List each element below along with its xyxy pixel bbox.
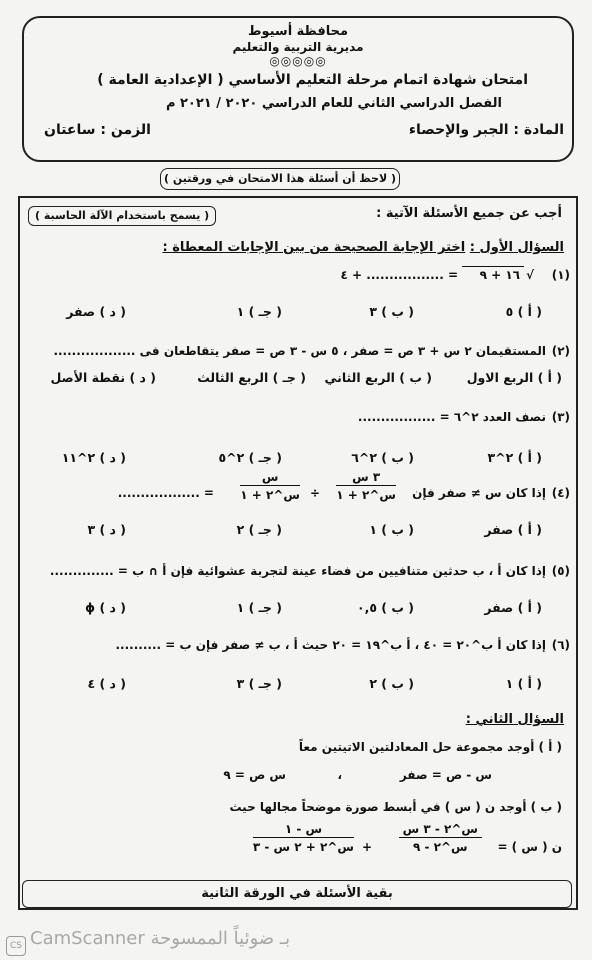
q2-frac1-num: س^٢ - ٣ س	[399, 822, 482, 838]
exam-title: امتحان شهادة اتمام مرحلة التعليم الأساسي ( الإعدادية العامة )	[97, 72, 528, 88]
q1-item4-choice-a: ( أ ) صفر	[484, 522, 542, 537]
q1-item5-choice-d: ( د ) ϕ	[85, 600, 126, 615]
q1-item1-choice-d: ( د ) صفر	[66, 304, 126, 319]
q1-item1-stem: = ................. + ٤	[340, 268, 458, 282]
rings-ornament: ◎◎◎◎◎	[269, 54, 327, 68]
q1-item3-stem: نصف العدد ٢^٦ = .................	[357, 410, 546, 424]
q2-fraction-1	[399, 822, 482, 854]
q1-item5-choice-c: ( جـ ) ١	[236, 600, 282, 615]
q1-item5-stem: إذا كان أ ، ب حدثين متنافيين من فضاء عينة لتجربة عشوائية فإن أ ∩ ب = ..............	[49, 564, 546, 578]
q1-item3-choice-b: ( ب ) ٢^٦	[351, 450, 414, 465]
q1-item3-choice-c: ( جـ ) ٢^٥	[218, 450, 282, 465]
q1-item3-number: (٣)	[551, 410, 570, 424]
calculator-note: ( يسمح باستخدام الآلة الحاسبة )	[28, 206, 216, 226]
q1-item5-choice-a: ( أ ) صفر	[484, 600, 542, 615]
q1-item2-choice-b: ( ب ) الربع الثاني	[324, 370, 432, 385]
q1-item1-choice-a: ( أ ) ٥	[505, 304, 542, 319]
q2-eq-sep: ،	[337, 768, 342, 782]
q1-item2-choice-a: ( أ ) الربع الاول	[466, 370, 562, 385]
directorate: مديرية التربية والتعليم	[232, 40, 364, 54]
q1-item4-fraction-1	[336, 470, 396, 502]
q1-item4-stem-b: = ..................	[117, 486, 214, 500]
q1-item4-frac1-num: ٣ س	[336, 470, 396, 486]
q1-item5-number: (٥)	[551, 564, 570, 578]
q1-item4-stem-a: إذا كان س ≠ صفر فإن	[412, 486, 546, 500]
q2-eq1: س - ص = صفر	[399, 768, 492, 782]
q1-item3-choice-a: ( أ ) ٢^٣	[487, 450, 542, 465]
q1-item6-number: (٦)	[551, 638, 570, 652]
exam-time: الزمن : ساعتان	[44, 122, 151, 138]
q1-title-label: السؤال الأول :	[469, 240, 564, 255]
q1-item4-choice-d: ( د ) ٣	[87, 522, 126, 537]
q2-eq2: س ص = ٩	[223, 768, 286, 782]
q1-title	[162, 240, 564, 255]
q1-item1-choice-c: ( جـ ) ١	[236, 304, 282, 319]
camscanner-logo-icon: CS	[6, 936, 26, 956]
q2-frac1-den: س^٢ - ٩	[413, 840, 468, 854]
q2-frac2-den: س^٢ + ٢ س - ٣	[252, 840, 354, 854]
header-box	[22, 16, 574, 162]
q1-item1-number: (١)	[551, 268, 570, 282]
q1-item6-stem: إذا كان أ ب^٢٠ = ٤٠ ، أ ب^١٩ = ٢٠ حيث أ ، ب ≠ صفر فإن ب = ..........	[115, 638, 546, 652]
q1-item6-choice-a: ( أ ) ١	[505, 676, 542, 691]
answer-all-instruction: أجب عن جميع الأسئلة الآتية :	[376, 206, 562, 221]
q2-n-label: ن ( س ) =	[497, 840, 562, 854]
scanner-watermark: CamScanner بـ ضوئياً الممسوحة	[30, 928, 291, 949]
q1-item2-choice-d: ( د ) نقطة الأصل	[50, 370, 156, 385]
q2-part-a: ( أ ) أوجد مجموعة حل المعادلتين الاتيتين معاً	[298, 740, 562, 754]
q1-item4-frac1-den: س^٢ + ١	[336, 488, 396, 502]
q1-item6-choice-b: ( ب ) ٢	[369, 676, 414, 691]
q1-item3-choice-d: ( د ) ٢^١١	[61, 450, 126, 465]
sqrt-bar	[462, 266, 524, 267]
q1-item4-frac2-num: س	[240, 470, 300, 486]
exam-subject: المادة : الجبر والإحصاء	[408, 122, 564, 138]
footer-continue-note: بقية الأسئلة في الورقة الثانية	[22, 880, 572, 908]
q2-title: السؤال الثاني :	[465, 712, 564, 727]
q2-fraction-2	[253, 822, 354, 854]
sqrt-sign-icon: √	[525, 268, 534, 282]
governorate: محافظة أسيوط	[247, 24, 349, 39]
q1-item4-fraction-2	[240, 470, 300, 502]
q1-item5-choice-b: ( ب ) ٠,٥	[356, 600, 414, 615]
q1-item1-radicand: ١٦ + ٩	[479, 268, 520, 282]
q1-item1-choice-b: ( ب ) ٣	[369, 304, 414, 319]
q1-item4-divide: ÷	[309, 486, 320, 500]
q2-plus: +	[361, 840, 372, 854]
note-two-pages: ( لاحظ أن أسئلة هذا الامتحان في ورقتين )	[160, 168, 400, 190]
q1-item2-stem: المستقيمان ٢ س + ٣ ص = صفر ، ٥ س - ٣ ص = صفر يتقاطعان فى ..................	[53, 344, 546, 358]
exam-term: الفصل الدراسي الثاني للعام الدراسي ٢٠٢٠ / ٢٠٢١ م	[165, 96, 502, 111]
q2-frac2-num: س - ١	[253, 822, 354, 838]
q1-item4-choice-b: ( ب ) ١	[369, 522, 414, 537]
q1-item4-choice-c: ( جـ ) ٢	[236, 522, 282, 537]
q1-item2-number: (٢)	[551, 344, 570, 358]
q2-part-b: ( ب ) أوجد ن ( س ) في أبسط صورة موضحاً مجالها حيث	[229, 800, 562, 814]
q1-item4-frac2-den: س^٢ + ١	[240, 488, 300, 502]
q1-instruction: اختر الإجابة الصحيحة من بين الإجابات المعطاة :	[162, 240, 466, 255]
q1-item6-choice-c: ( جـ ) ٣	[236, 676, 282, 691]
q1-item4-number: (٤)	[551, 486, 570, 500]
q1-item2-choice-c: ( جـ ) الربع الثالث	[197, 370, 306, 385]
q1-item6-choice-d: ( د ) ٤	[87, 676, 126, 691]
